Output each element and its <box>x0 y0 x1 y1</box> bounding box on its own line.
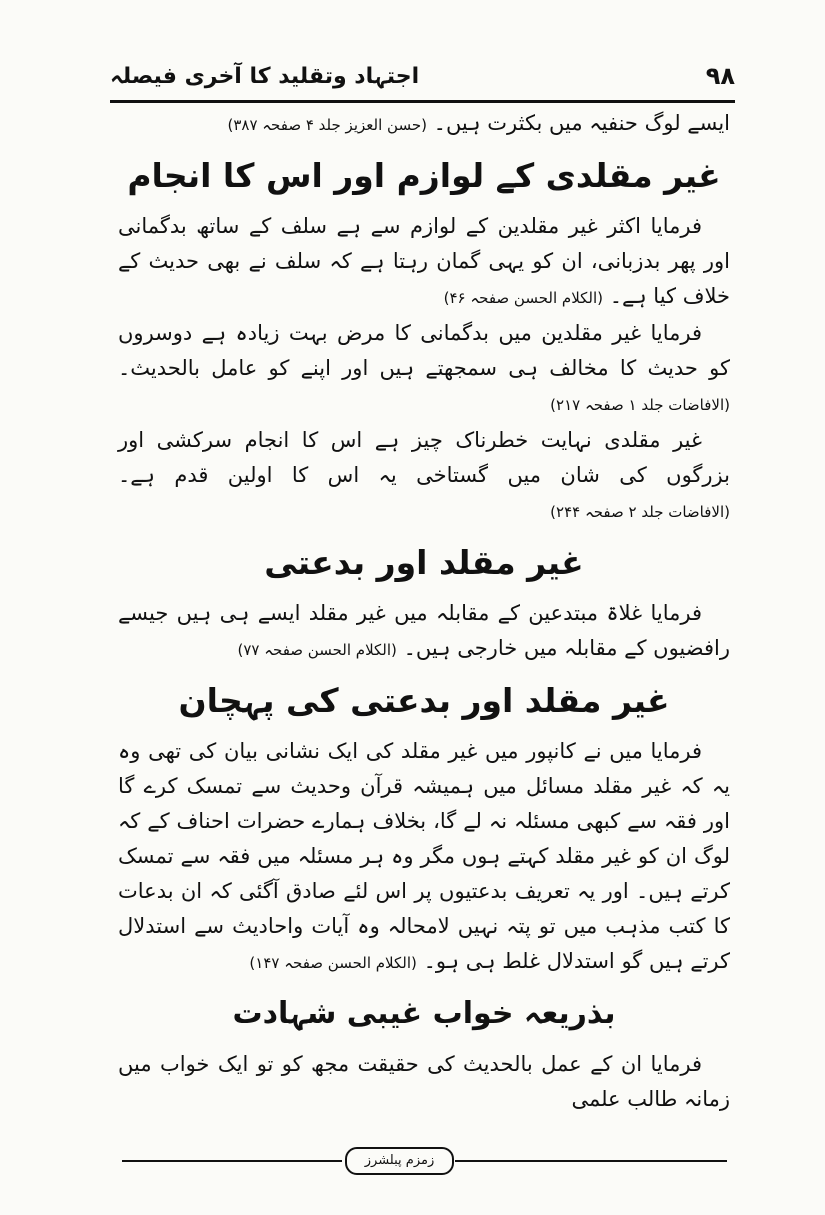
section-heading-4: بذریعہ خواب غیبی شہادت <box>232 996 616 1031</box>
paragraph-text: فرمایا میں نے کانپور میں غیر مقلد کی ایک نشانی بیان کی تھی وہ یہ کہ غیر مقلد مسائل میں ہمیشہ قرآن وحدیث سے تمسک کرے گا اور فقہ سے کبھی مسئلہ نہ لے گا، بخلاف ہمارے حضرات احناف کے کہ لوگ ان کو غیر مقلد کہتے ہوں مگر وہ ہر مسئلہ میں فقہ سے تمسک کرتے ہیں۔ اور یہ تعریف بدعتیوں پر اس لئے صادق آگئی کہ ان بدعات کا کتب مذہب میں تو پتہ نہیں لامحالہ وہ آیات واحادیث سے استدلال کرتے ہیں گو استدلال غلط ہی ہو۔ <box>118 739 730 973</box>
paragraph <box>118 316 730 423</box>
paragraph <box>118 423 730 530</box>
intro-text: ایسے لوگ حنفیہ میں بکثرت ہیں۔ <box>433 111 730 135</box>
paragraph <box>118 596 730 668</box>
paragraph <box>118 1047 730 1117</box>
footer-rule-right <box>455 1160 727 1162</box>
section-heading-1: غیر مقلدی کے لوازم اور اس کا انجام <box>127 156 721 195</box>
paragraph-reference: (الکلام الحسن صفحہ ۱۴۷) <box>249 954 417 972</box>
paragraph-text: فرمایا غلاۃ مبتدعین کے مقابلہ میں غیر مقلد ایسے ہی ہیں جیسے رافضیوں کے مقابلہ میں خارجی ہیں۔ <box>118 601 730 660</box>
page-number: ۹۸ <box>705 62 735 90</box>
running-title: اجتہاد وتقلید کا آخری فیصلہ <box>110 64 420 89</box>
footer-rule-left <box>122 1160 342 1162</box>
paragraph-reference: (الافاضات جلد ۱ صفحہ ۲۱۷) <box>550 396 730 414</box>
paragraph-reference: (الافاضات جلد ۲ صفحہ ۲۴۴) <box>550 503 730 521</box>
paragraph-text: غیر مقلدی نہایت خطرناک چیز ہے اس کا انجام سرکشی اور بزرگوں کی شان میں گستاخی یہ اس کا اولین قدم ہے۔ <box>118 428 730 487</box>
intro-reference: (حسن العزیز جلد ۴ صفحہ ۳۸۷) <box>227 116 427 134</box>
section-heading-3: غیر مقلد اور بدعتی کی پہچان <box>178 681 670 720</box>
section-heading-2: غیر مقلد اور بدعتی <box>264 543 584 582</box>
publisher-badge: زمزم پبلشرز <box>345 1147 454 1175</box>
paragraph-reference: (الکلام الحسن صفحہ ۴۶) <box>443 289 604 307</box>
page-content <box>118 106 730 1117</box>
paragraph <box>118 209 730 316</box>
page-header <box>110 62 735 96</box>
header-rule <box>110 100 735 103</box>
paragraph-reference: (الکلام الحسن صفحہ ۷۷) <box>237 641 397 659</box>
paragraph-text: فرمایا ان کے عمل بالحدیث کی حقیقت مجھ کو تو ایک خواب میں زمانہ طالب علمی <box>118 1052 730 1111</box>
paragraph <box>118 734 730 981</box>
paragraph-text: فرمایا اکثر غیر مقلدین کے لوازم سے ہے سلف کے ساتھ بدگمانی اور پھر بدزبانی، ان کو یہی گمان رہتا ہے کہ سلف نے بھی حدیث کے خلاف کیا ہے۔ <box>118 214 730 308</box>
paragraph-text: فرمایا غیر مقلدین میں بدگمانی کا مرض بہت زیادہ ہے دوسروں کو حدیث کا مخالف ہی سمجھتے ہیں اور اپنے کو عامل بالحدیث۔ <box>118 321 730 380</box>
intro-line <box>118 106 730 143</box>
